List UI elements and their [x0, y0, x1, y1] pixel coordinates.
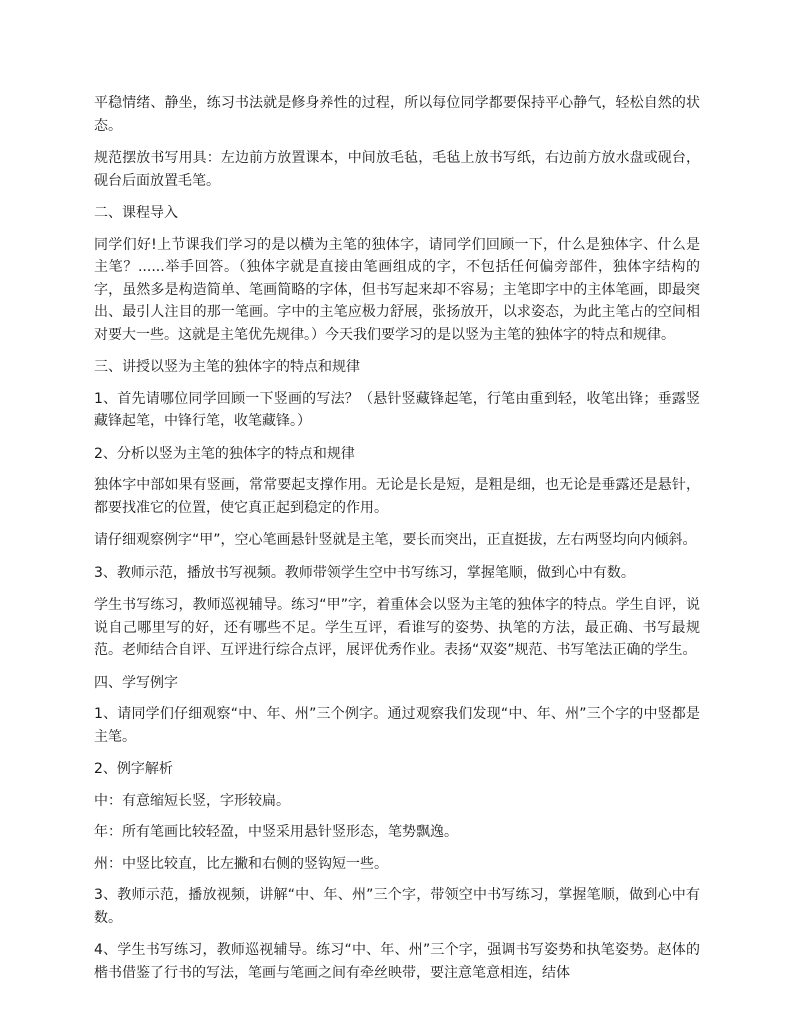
paragraph-support-role: 独体字中部如果有竖画，常常要起支撑作用。无论是长是短，是粗是细，也无论是垂露还是悬针，都要找准它的位置，使它真正起到稳定的作用。: [94, 477, 700, 516]
paragraph-demo-video: 3、教师示范，播放视频，讲解“中、年、州”三个字，带领空中书写练习，掌握笔顺，做到心中有数。: [94, 887, 700, 926]
section-heading-example-characters: 四、学写例字: [94, 674, 178, 691]
section-heading-course-intro: 二、课程导入: [94, 205, 178, 221]
paragraph-tool-placement: 规范摆放书写用具：左边前方放置课本，中间放毛毡，毛毡上放书写纸，右边前方放水盘或砚台，砚台后面放置毛笔。: [94, 150, 700, 189]
paragraph-review-previous-lesson: 同学们好!上节课我们学习的是以横为主笔的独体字，请同学们回顾一下，什么是独体字、什么是主笔？......举手回答。（独体字就是直接由笔画组成的字，不包括任何偏旁部件，独体字结构的字，虽然多是构造简单、笔画简略的字体，但书写起来却不容易；主笔即字中的主体笔画，即最突出、最引人注目的那一笔画。字中的主笔应极力舒展，张扬放开，以求姿态，为此主笔占的空间相对要大一些。这就是主笔优先规律。）今天我们要学习的是以竖为主笔的独体字的特点和规律。: [94, 236, 700, 343]
paragraph-observe-examples: 1、请同学们仔细观察“中、年、州”三个例字。通过观察我们发现“中、年、州”三个字的中竖都是主笔。: [94, 706, 700, 745]
paragraph-vertical-stroke-recall: 1、首先请哪位同学回顾一下竖画的写法？（悬针竖藏锋起笔，行笔由重到轻，收笔出锋；垂露竖藏锋起笔，中锋行笔，收笔藏锋。）: [94, 390, 700, 429]
subheading-analysis: 2、分析以竖为主笔的独体字的特点和规律: [94, 445, 355, 462]
paragraph-practice-zhao-style: 4、学生书写练习，教师巡视辅导。练习“中、年、州”三个字，强调书写姿势和执笔姿势。赵体的楷书借鉴了行书的写法，笔画与笔画之间有牵丝映带，要注意笔意相连，结体: [94, 942, 700, 981]
document-body: [94, 92, 700, 994]
section-heading-vertical-stroke-rules: 三、讲授以竖为主笔的独体字的特点和规律: [94, 359, 360, 375]
paragraph-teacher-demo: 3、教师示范，播放书写视频。教师带领学生空中书写练习，掌握笔顺，做到心中有数。: [94, 564, 635, 581]
paragraph-student-practice: 学生书写练习，教师巡视辅导。练习“甲”字，着重体会以竖为主笔的独体字的特点。学生自评，说说自己哪里写的好，还有哪些不足。学生互评，看谁写的姿势、执笔的方法，最正确、书写最规范。老师结合自评、互评进行综合点评，展评优秀作业。表扬“双姿”规范、书写笔法正确的学生。: [94, 597, 700, 658]
paragraph-example-jia: 请仔细观察例字“甲”，空心笔画悬针竖就是主笔，要长而突出，正直挺拔，左右两竖均向内倾斜。: [94, 532, 697, 548]
subheading-example-analysis: 2、例字解析: [94, 761, 173, 777]
paragraph-zhong: 中：有意缩短长竖，字形较扁。: [94, 792, 290, 809]
paragraph-nian: 年：所有笔画比较轻盈，中竖采用悬针竖形态，笔势飘逸。: [94, 824, 458, 840]
paragraph-zhou: 州：中竖比较直，比左撇和右侧的竖钩短一些。: [94, 855, 388, 872]
paragraph-calm-posture: 平稳情绪、静坐，练习书法就是修身养性的过程，所以每位同学都要保持平心静气，轻松自然的状态。: [94, 95, 700, 134]
